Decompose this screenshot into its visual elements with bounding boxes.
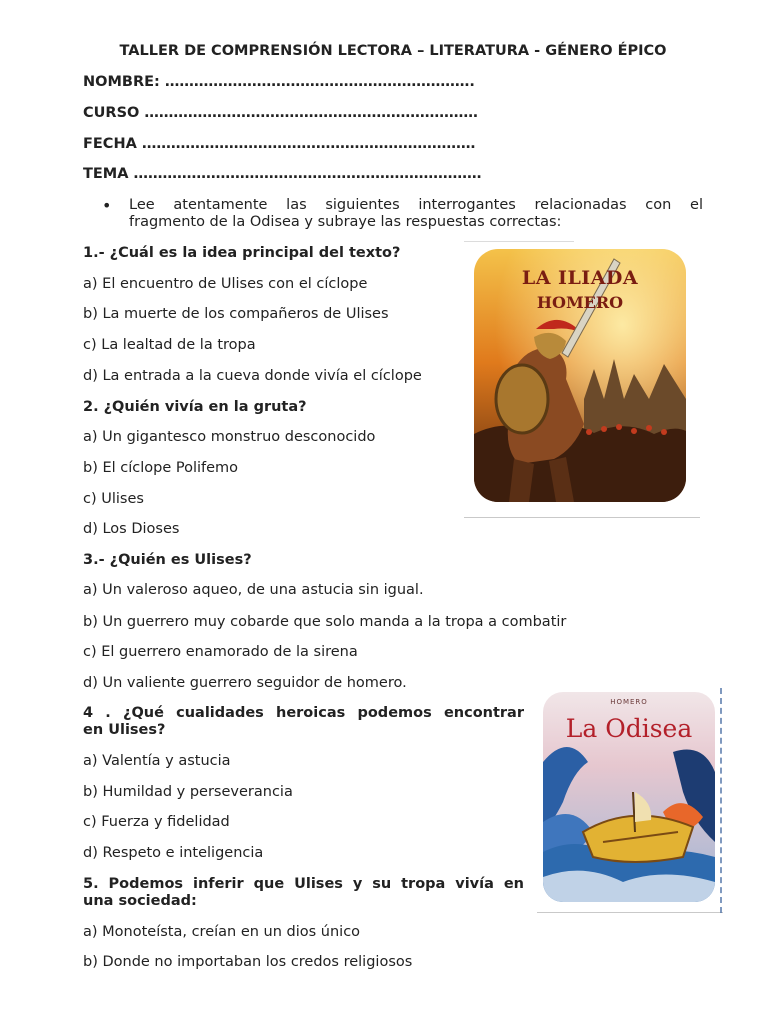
question-1: 1.- ¿Cuál es la idea principal del texto? [83,245,401,261]
odisea-image-underline [537,912,723,913]
bullet-icon: • [102,196,112,215]
question-3-option-d: d) Un valiente guerrero seguidor de homero. [83,675,407,691]
odisea-cover-image [543,692,715,902]
document-title: TALLER DE COMPRENSIÓN LECTORA – LITERATURA - GÉNERO ÉPICO [119,43,667,59]
question-3-option-b: b) Un guerrero muy cobarde que solo manda a la tropa a combatir [83,614,567,630]
odisea-image-edge [720,688,724,913]
question-4-option-b: b) Humildad y perseverancia [83,784,293,800]
question-1-option-d: d) La entrada a la cueva donde vivía el cíclope [83,368,422,384]
fecha-field: FECHA …………………………………………………………… [83,136,476,152]
question-2-option-c: c) Ulises [83,491,144,507]
tema-field: TEMA ……………………………………………………………… [83,166,482,182]
question-5-line-1: 5. Podemos inferir que Ulises y su tropa vivía en [83,876,524,892]
instruction-line-2: fragmento de la Odisea y subraye las respuestas correctas: [129,214,562,230]
question-4-line-2: en Ulises? [83,722,166,738]
question-5-option-a: a) Monoteísta, creían en un dios único [83,924,361,940]
question-5-option-b: b) Donde no importaban los credos religiosos [83,954,413,970]
iliada-cover-title: LA ILIADA [521,267,639,289]
curso-field: CURSO …………………………………………………………… [83,105,478,121]
question-5-line-2: una sociedad: [83,893,197,909]
question-1-option-a: a) El encuentro de Ulises con el cíclope [83,276,368,292]
question-2-option-b: b) El cíclope Polifemo [83,460,239,476]
iliada-cover-author: HOMERO [536,293,624,312]
nombre-field: NOMBRE: ………………………………………………………. [83,74,475,90]
iliada-image-underline [464,517,700,518]
question-4-option-c: c) Fuerza y fidelidad [83,814,230,830]
question-1-option-b: b) La muerte de los compañeros de Ulises [83,306,389,322]
question-4-line-1: 4 . ¿Qué cualidades heroicas podemos encontrar [83,705,524,721]
odisea-cover-author: HOMERO [610,698,648,706]
question-1-option-c: c) La lealtad de la tropa [83,337,256,353]
instruction-line-1: Lee atentamente las siguientes interrogantes relacionadas con el [129,197,703,213]
question-2-option-d: d) Los Dioses [83,521,180,537]
question-2-option-a: a) Un gigantesco monstruo desconocido [83,429,376,445]
question-3-option-a: a) Un valeroso aqueo, de una astucia sin igual. [83,582,424,598]
iliada-image-topline [464,241,574,242]
odisea-cover-title: La Odisea [565,714,693,743]
question-3-option-c: c) El guerrero enamorado de la sirena [83,644,358,660]
question-4-option-d: d) Respeto e inteligencia [83,845,264,861]
iliada-cover-image [474,249,686,502]
question-3: 3.- ¿Quién es Ulises? [83,552,252,568]
question-4-option-a: a) Valentía y astucia [83,753,231,769]
question-2: 2. ¿Quién vivía en la gruta? [83,399,307,415]
